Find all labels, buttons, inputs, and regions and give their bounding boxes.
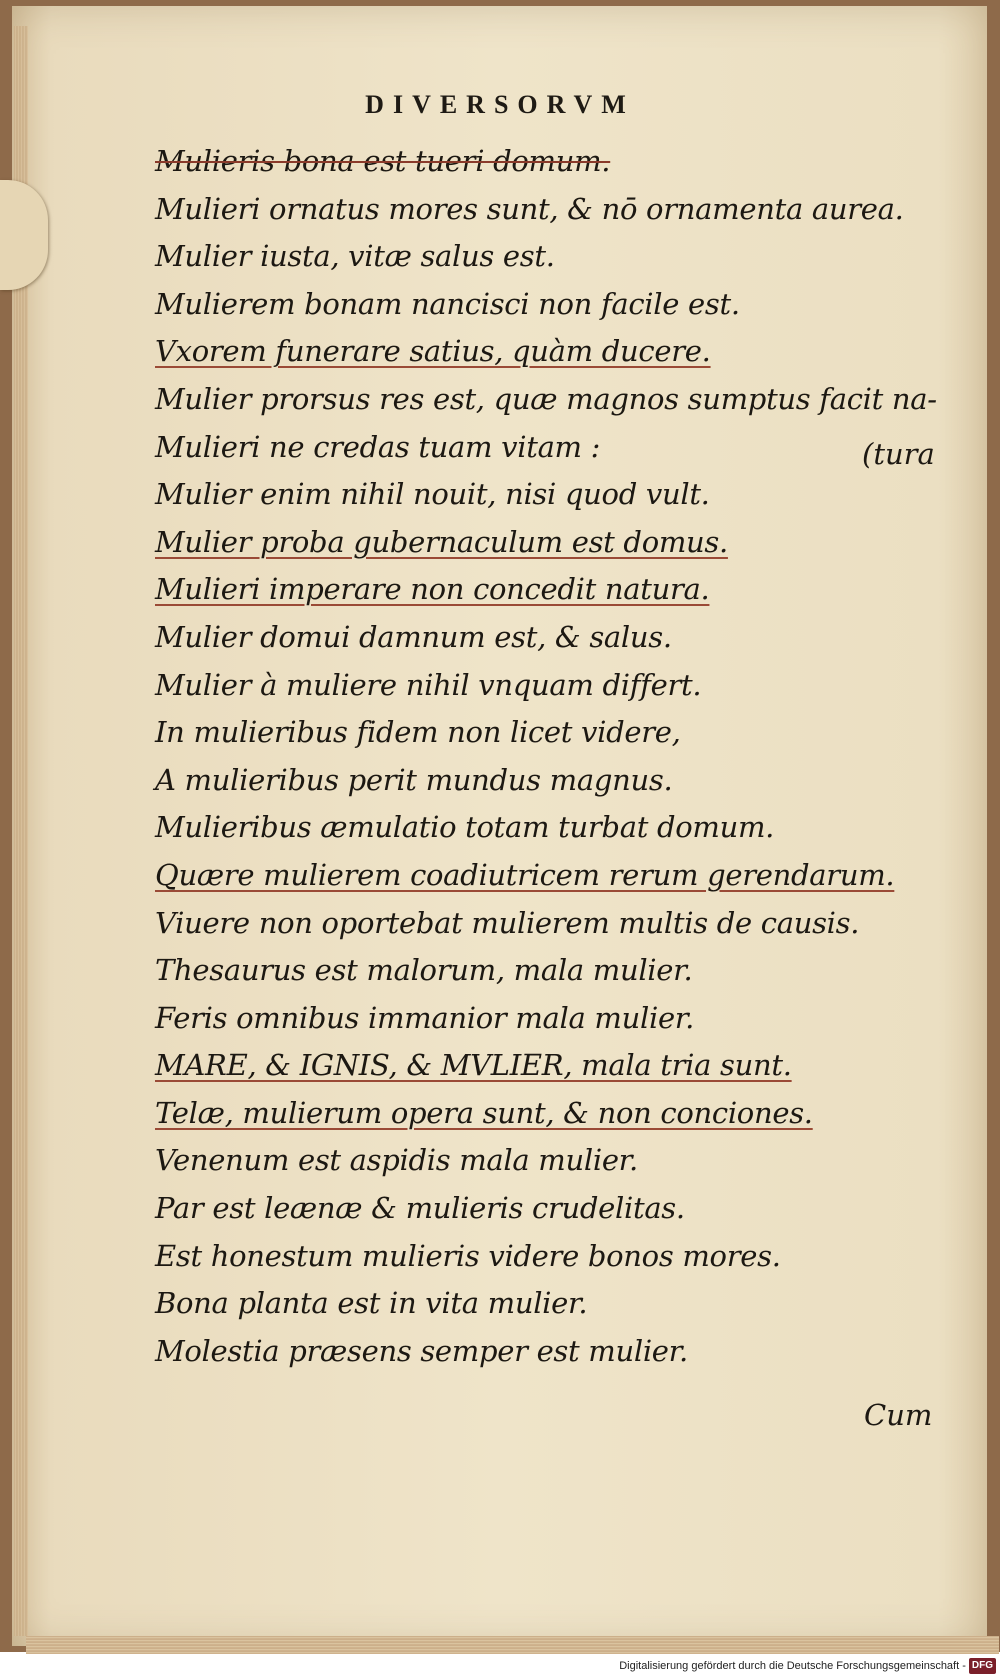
text-line: Mulier proba gubernaculum est domus. bbox=[155, 524, 728, 559]
text-line: MARE, & IGNIS, & MVLIER, mala tria sunt. bbox=[155, 1048, 792, 1083]
text-line: Mulieri imperare non concedit natura. bbox=[155, 572, 710, 607]
text-line: Mulier domui damnum est, & salus. bbox=[155, 619, 672, 654]
text-line: Viuere non oportebat mulierem multis de causis. bbox=[155, 905, 860, 940]
text-line: Mulieribus æmulatio totam turbat domum. bbox=[155, 810, 775, 845]
text-line: In mulieribus fidem non licet videre, bbox=[155, 715, 681, 750]
text-line: Mulier enim nihil nouit, nisi quod vult. bbox=[155, 477, 710, 512]
text-line: Mulieri ornatus mores sunt, & nō ornamenta aurea. bbox=[155, 191, 904, 226]
text-line: Molestia præsens semper est mulier. bbox=[155, 1333, 688, 1368]
digitization-footer bbox=[0, 1656, 1000, 1679]
text-line: Mulier à muliere nihil vnquam differt. bbox=[155, 667, 702, 702]
text-line: Mulier prorsus res est, quæ magnos sumptus facit na- bbox=[155, 381, 937, 416]
running-head: DIVERSORVM bbox=[365, 90, 635, 119]
text-line: A mulieribus perit mundus magnus. bbox=[155, 762, 673, 797]
footer-text: Digitalisierung gefördert durch die Deutsche Forschungsgemeinschaft - bbox=[619, 1660, 966, 1673]
page-bottom-edge bbox=[26, 1636, 999, 1654]
text-line: Quære mulierem coadiutricem rerum gerendarum. bbox=[155, 857, 895, 892]
text-line: Par est leænæ & mulieris crudelitas. bbox=[155, 1191, 685, 1226]
dfg-logo: DFG bbox=[969, 1658, 996, 1674]
text-line: Thesaurus est malorum, mala mulier. bbox=[155, 953, 693, 988]
text-line: Mulierem bonam nancisci non facile est. bbox=[155, 286, 740, 321]
text-line: Est honestum mulieris videre bonos mores. bbox=[155, 1238, 781, 1273]
text-line: Mulieri ne credas tuam vitam : bbox=[155, 429, 601, 464]
turnover-word: (tura bbox=[862, 437, 935, 471]
text-line: Bona planta est in vita mulier. bbox=[155, 1286, 588, 1321]
text-line: Venenum est aspidis mala mulier. bbox=[155, 1143, 638, 1178]
text-block bbox=[155, 138, 955, 1375]
text-line: Feris omnibus immanior mala mulier. bbox=[155, 1000, 695, 1035]
text-line: Telæ, mulierum opera sunt, & non conciones. bbox=[155, 1095, 813, 1130]
text-line: Mulier iusta, vitæ salus est. bbox=[155, 239, 555, 274]
text-line: Vxorem funerare satius, quàm ducere. bbox=[155, 334, 711, 369]
catchword: Cum bbox=[864, 1398, 933, 1432]
text-line: Mulieris bona est tueri domum. bbox=[155, 144, 611, 178]
